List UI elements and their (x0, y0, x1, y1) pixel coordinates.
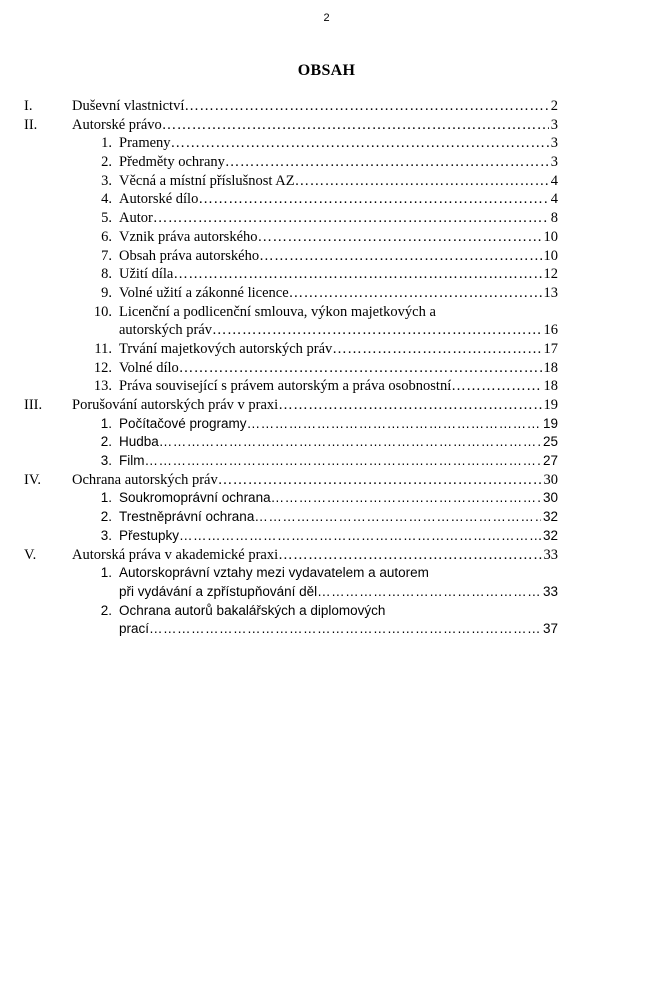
toc-entry[interactable] (24, 228, 558, 247)
toc-page: 19 (543, 397, 558, 413)
toc-leader (145, 452, 541, 471)
toc-leader (171, 134, 549, 153)
toc-label: Věcná a místní příslušnost AZ (119, 172, 295, 189)
toc-page: 18 (543, 359, 558, 376)
toc-page: 3 (550, 154, 558, 171)
toc-label: Autorskoprávní vztahy mezi vydavatelem a autorem (119, 565, 429, 581)
toc-leader (225, 153, 549, 172)
toc-entry[interactable] (24, 134, 558, 153)
toc-label: Autorské právo (72, 116, 162, 133)
toc-label: Předměty ochrany (119, 154, 225, 171)
toc-label: Prameny (119, 135, 171, 152)
toc-leader (162, 116, 549, 135)
toc-leader (278, 396, 541, 415)
toc-number: 2. (100, 434, 112, 450)
toc-entry[interactable] (24, 564, 558, 583)
toc-page: 25 (542, 434, 558, 450)
toc-leader (289, 284, 542, 303)
toc-page: 12 (543, 266, 558, 283)
toc-leader (149, 620, 541, 639)
toc-entry[interactable] (24, 340, 558, 359)
toc-leader (179, 527, 541, 546)
toc-entry[interactable] (24, 116, 558, 135)
toc-page: 32 (542, 509, 558, 525)
toc-label: Vznik práva autorského (119, 228, 258, 245)
toc-page: 33 (543, 546, 558, 563)
toc-label: Porušování autorských práv v praxi (72, 397, 279, 413)
toc-number: 4. (101, 191, 112, 208)
toc-label: Užití díla (119, 266, 174, 283)
toc-leader (153, 209, 549, 228)
toc-label: Duševní vlastnictví (72, 98, 185, 114)
toc-number: 2. (100, 509, 112, 525)
toc-entry[interactable] (24, 265, 558, 284)
toc-entry[interactable] (24, 284, 558, 303)
toc-page: 17 (543, 340, 558, 357)
toc-label: Soukromoprávní ochrana (119, 490, 271, 506)
toc-label: Hudba (119, 434, 159, 450)
toc-page: 10 (543, 228, 558, 245)
toc-leader (271, 489, 541, 508)
toc-label: Ochrana autorských práv (72, 471, 218, 488)
toc-entry[interactable] (24, 508, 558, 527)
toc-leader (247, 415, 541, 434)
toc-number: 3. (101, 172, 112, 189)
toc-page: 3 (550, 135, 558, 152)
toc-page: 18 (543, 378, 558, 395)
toc-page: 37 (542, 621, 558, 637)
toc-entry[interactable] (24, 153, 558, 172)
toc-label: Ochrana autorů bakalářských a diplomových (119, 602, 386, 618)
toc-number: 7. (101, 247, 112, 264)
toc-number: V. (24, 546, 37, 563)
toc-leader (218, 471, 542, 490)
toc-entry-continuation[interactable] (24, 620, 558, 639)
toc-entry[interactable] (24, 359, 558, 378)
toc-number: 3. (100, 453, 112, 469)
toc-entry[interactable] (24, 527, 558, 546)
toc-number: 11. (94, 340, 112, 357)
toc-entry[interactable] (24, 172, 558, 191)
toc-number: 2. (100, 602, 112, 618)
toc-label: Přestupky (119, 527, 180, 543)
toc-label: Autorské dílo (119, 191, 199, 208)
toc-page: 8 (550, 210, 558, 227)
toc-page: 4 (550, 172, 558, 189)
toc-number: 1. (100, 565, 112, 581)
page-number: 2 (323, 12, 330, 24)
toc-label: Trvání majetkových autorských práv (119, 340, 333, 357)
toc-leader (259, 247, 541, 266)
toc-leader (258, 228, 542, 247)
toc-leader (278, 546, 541, 565)
toc-page: 33 (542, 583, 558, 599)
toc-entry[interactable] (24, 546, 558, 565)
toc-leader (212, 321, 541, 340)
toc-number: 8. (101, 266, 112, 283)
toc-number: 6. (101, 228, 112, 245)
toc-entry-continuation[interactable] (24, 583, 558, 602)
toc-number: 9. (101, 284, 112, 301)
toc-label: Licenční a podlicenční smlouva, výkon majetkových a (119, 303, 436, 320)
toc-leader (159, 433, 541, 452)
toc-label: prací (119, 621, 150, 637)
toc-page: 16 (543, 322, 558, 339)
toc-entry-continuation[interactable] (24, 321, 558, 340)
toc-page: 10 (543, 247, 558, 264)
toc-entry[interactable] (24, 190, 558, 209)
toc-label: autorských práv (119, 322, 213, 339)
toc-entry[interactable] (24, 97, 558, 116)
toc-number: 10. (93, 303, 112, 320)
toc-leader (179, 359, 542, 378)
toc-page: 27 (542, 453, 558, 469)
toc-page: 19 (542, 415, 558, 431)
toc-label: Trestněprávní ochrana (119, 509, 255, 525)
toc-leader (198, 190, 548, 209)
toc-page: 4 (550, 191, 558, 208)
toc-entry[interactable] (24, 471, 558, 490)
toc-leader (184, 97, 548, 116)
toc-label: Film (119, 453, 145, 469)
toc-label: Autor (119, 210, 153, 227)
toc-number: III. (24, 397, 43, 413)
toc-entry[interactable] (24, 377, 558, 396)
toc-number: II. (24, 116, 38, 133)
toc-label: Počítačové programy (119, 415, 247, 431)
toc-number: 12. (93, 359, 112, 376)
toc-number: 1. (100, 415, 112, 431)
toc-page: 13 (543, 284, 558, 301)
toc-label: Autorská práva v akademické praxi (72, 546, 279, 563)
toc-page: 3 (550, 116, 558, 133)
toc-entry[interactable] (24, 209, 558, 228)
toc-number: 5. (101, 210, 112, 227)
toc-entry[interactable] (24, 303, 558, 322)
toc-label: Volné užití a zákonné licence (119, 284, 289, 301)
toc-leader (317, 583, 541, 602)
toc-leader (295, 172, 549, 191)
toc-label: Práva související s právem autorským a práva osobnostní (119, 378, 452, 395)
toc-label: Obsah práva autorského (119, 247, 260, 264)
toc-leader (254, 508, 541, 527)
toc-number: 2. (101, 154, 112, 171)
toc-page: 30 (543, 471, 558, 488)
toc-leader (173, 265, 541, 284)
toc-entry[interactable] (24, 433, 558, 452)
toc-leader (451, 377, 541, 396)
toc-entry[interactable] (24, 602, 558, 621)
table-of-contents (24, 97, 558, 639)
toc-leader (332, 340, 541, 359)
toc-page: 2 (550, 98, 558, 114)
toc-number: 1. (100, 490, 112, 506)
toc-number: 3. (100, 527, 112, 543)
toc-number: I. (24, 98, 33, 114)
toc-number: 1. (101, 135, 112, 152)
toc-entry[interactable] (24, 247, 558, 266)
toc-label: Volné dílo (119, 359, 179, 376)
toc-entry[interactable] (24, 452, 558, 471)
toc-page: 32 (542, 527, 558, 543)
toc-entry[interactable] (24, 396, 558, 415)
toc-entry[interactable] (24, 489, 558, 508)
toc-entry[interactable] (24, 415, 558, 434)
toc-label: při vydávání a zpřístupňování děl (119, 583, 318, 599)
toc-page: 30 (542, 490, 558, 506)
page-title: OBSAH (297, 62, 356, 79)
toc-number: 13. (93, 378, 112, 395)
toc-number: IV. (24, 471, 42, 488)
